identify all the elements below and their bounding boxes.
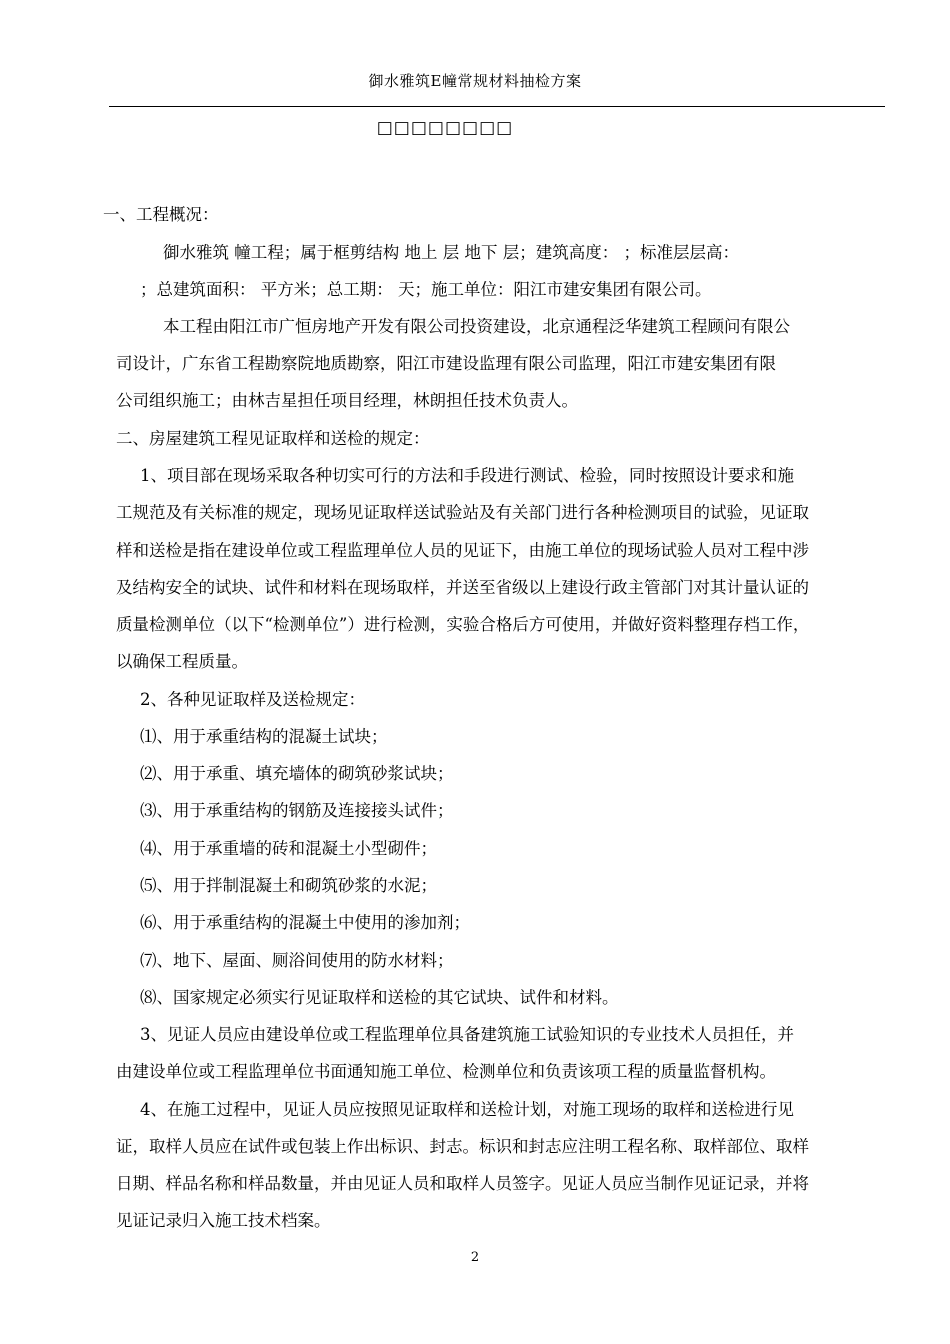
page-number: 2 bbox=[470, 1250, 480, 1265]
list-item: ⑵、用于承重、填充墙体的砌筑砂浆试块； bbox=[140, 764, 454, 783]
body-line: 4、在施工过程中，见证人员应按照见证取样和送检计划，对施工现场的取样和送检进行见 bbox=[140, 1100, 794, 1119]
body-line: ；总建筑面积： 平方米；总工期： 天；施工单位：阳江市建安集团有限公司。 bbox=[140, 280, 712, 299]
body-line: 日期、样品名称和样品数量，并由见证人员和取样人员签字。见证人员应当制作见证记录，并将 bbox=[116, 1174, 809, 1193]
list-item: ⑺、地下、屋面、厕浴间使用的防水材料； bbox=[140, 951, 454, 970]
body-line: 工规范及有关标准的规定，现场见证取样送试验站及有关部门进行各种检测项目的试验，见证取 bbox=[116, 503, 809, 522]
body-line: 本工程由阳江市广恒房地产开发有限公司投资建设，北京通程泛华建筑工程顾问有限公 bbox=[163, 317, 790, 336]
body-line: 公司组织施工；由林吉星担任项目经理，林朗担任技术负责人。 bbox=[116, 391, 578, 410]
page-header-title: 御水雅筑E幢常规材料抽检方案 bbox=[368, 72, 582, 90]
body-line: 御水雅筑 幢工程；属于框剪结构 地上 层 地下 层；建筑高度： ；标准层层高： bbox=[163, 243, 739, 262]
list-item: ⑷、用于承重墙的砖和混凝土小型砌件； bbox=[140, 839, 437, 858]
garbled-section-title: □□□□□□□□ bbox=[376, 118, 514, 138]
section-heading-overview: 一、工程概况： bbox=[103, 205, 219, 224]
section-heading-rules: 二、房屋建筑工程见证取样和送检的规定： bbox=[116, 429, 430, 448]
header-divider bbox=[109, 106, 885, 107]
body-line: 证，取样人员应在试件或包装上作出标识、封志。标识和封志应注明工程名称、取样部位、取样 bbox=[116, 1137, 809, 1156]
body-line: 司设计，广东省工程勘察院地质勘察，阳江市建设监理有限公司监理，阳江市建安集团有限 bbox=[116, 354, 776, 373]
body-line: 以确保工程质量。 bbox=[116, 652, 248, 671]
body-line: 3、见证人员应由建设单位或工程监理单位具备建筑施工试验知识的专业技术人员担任，并 bbox=[140, 1025, 794, 1044]
list-item: ⑴、用于承重结构的混凝土试块； bbox=[140, 727, 388, 746]
list-item: ⑻、国家规定必须实行见证取样和送检的其它试块、试件和材料。 bbox=[140, 988, 619, 1007]
list-item: ⑶、用于承重结构的钢筋及连接接头试件； bbox=[140, 801, 454, 820]
body-line: 1、项目部在现场采取各种切实可行的方法和手段进行测试、检验，同时按照设计要求和施 bbox=[140, 466, 794, 485]
body-line: 2、各种见证取样及送检规定： bbox=[140, 690, 365, 709]
body-line: 见证记录归入施工技术档案。 bbox=[116, 1211, 331, 1230]
body-line: 由建设单位或工程监理单位书面通知施工单位、检测单位和负责该项工程的质量监督机构。 bbox=[116, 1062, 776, 1081]
list-item: ⑸、用于拌制混凝土和砌筑砂浆的水泥； bbox=[140, 876, 437, 895]
body-line: 及结构安全的试块、试件和材料在现场取样，并送至省级以上建设行政主管部门对其计量认证的 bbox=[116, 578, 809, 597]
list-item: ⑹、用于承重结构的混凝土中使用的渗加剂； bbox=[140, 913, 470, 932]
body-line: 样和送检是指在建设单位或工程监理单位人员的见证下，由施工单位的现场试验人员对工程中涉 bbox=[116, 541, 809, 560]
body-line: 质量检测单位（以下“检测单位”）进行检测，实验合格后方可使用，并做好资料整理存档工作， bbox=[116, 615, 810, 634]
